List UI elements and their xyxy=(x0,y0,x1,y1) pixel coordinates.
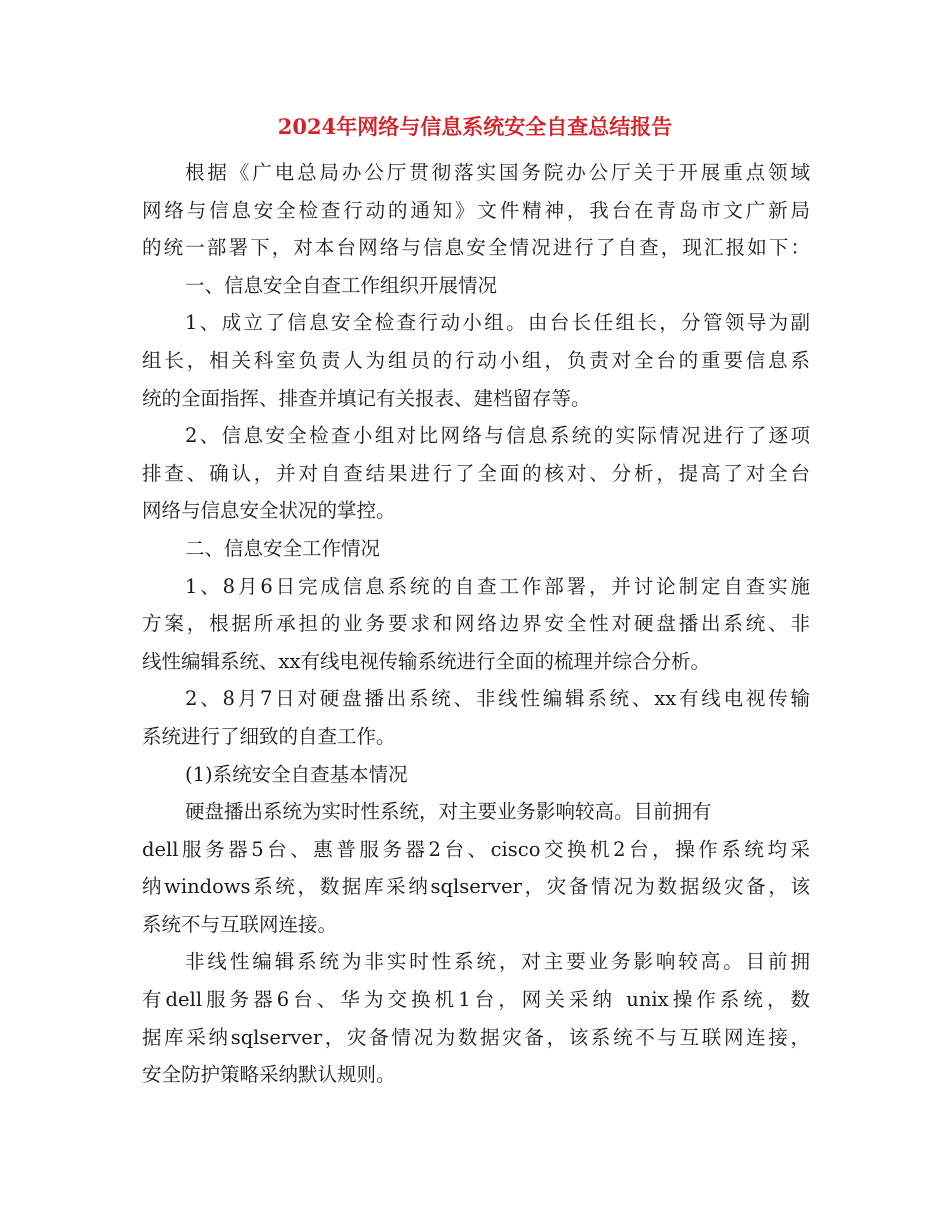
text-line: (1)系统安全自查基本情况 xyxy=(185,762,408,786)
text-line: 组长，相关科室负责人为组员的行动小组，负责对全台的重要信息系 xyxy=(142,348,810,372)
text-line: 有dell服务器6台、华为交换机1台，网关采纳 unix操作系统，数 xyxy=(142,988,810,1012)
text-line: 一、信息安全自查工作组织开展情况 xyxy=(185,273,498,297)
document-body xyxy=(142,154,810,1094)
text-line: 二、信息安全工作情况 xyxy=(185,536,381,560)
text-line: dell服务器5台、惠普服务器2台、cisco交换机2台，操作系统均采 xyxy=(142,837,810,861)
text-line: 2、8月7日对硬盘播出系统、非线性编辑系统、xx有线电视传输 xyxy=(185,687,810,711)
text-line: 非线性编辑系统为非实时性系统，对主要业务影响较高。目前拥 xyxy=(185,950,810,974)
text-line: 网络与信息安全状况的掌控。 xyxy=(142,499,396,523)
text-line: 方案，根据所承担的业务要求和网络边界安全性对硬盘播出系统、非 xyxy=(142,612,810,636)
text-line: 纳windows系统，数据库采纳sqlserver，灾备情况为数据级灾备，该 xyxy=(142,875,810,899)
document-title: 2024年网络与信息系统安全自查总结报告 xyxy=(277,114,673,139)
text-line: 2、信息安全检查小组对比网络与信息系统的实际情况进行了逐项 xyxy=(185,424,810,448)
text-line: 1、8月6日完成信息系统的自查工作部署，并讨论制定自查实施 xyxy=(185,574,810,598)
text-line: 的统一部署下，对本台网络与信息安全情况进行了自查，现汇报如下： xyxy=(142,236,810,260)
text-line: 统的全面指挥、排查并填记有关报表、建档留存等。 xyxy=(142,386,591,410)
text-line: 网络与信息安全检查行动的通知》文件精神，我台在青岛市文广新局 xyxy=(142,198,810,222)
text-line: 系统进行了细致的自查工作。 xyxy=(142,724,396,748)
text-line: 根据《广电总局办公厅贯彻落实国务院办公厅关于开展重点领域 xyxy=(185,161,810,184)
text-line: 安全防护策略采纳默认规则。 xyxy=(142,1063,396,1087)
text-line: 系统不与互联网连接。 xyxy=(142,912,338,936)
text-line: 1、成立了信息安全检查行动小组。由台长任组长，分管领导为副 xyxy=(185,311,810,335)
text-line: 线性编辑系统、xx有线电视传输系统进行全面的梳理并综合分析。 xyxy=(142,649,710,673)
text-line: 硬盘播出系统为实时性系统，对主要业务影响较高。目前拥有 xyxy=(185,800,712,824)
text-line: 排查、确认，并对自查结果进行了全面的核对、分析，提高了对全台 xyxy=(142,461,810,485)
text-line: 据库采纳sqlserver，灾备情况为数据灾备，该系统不与互联网连接， xyxy=(142,1025,810,1049)
